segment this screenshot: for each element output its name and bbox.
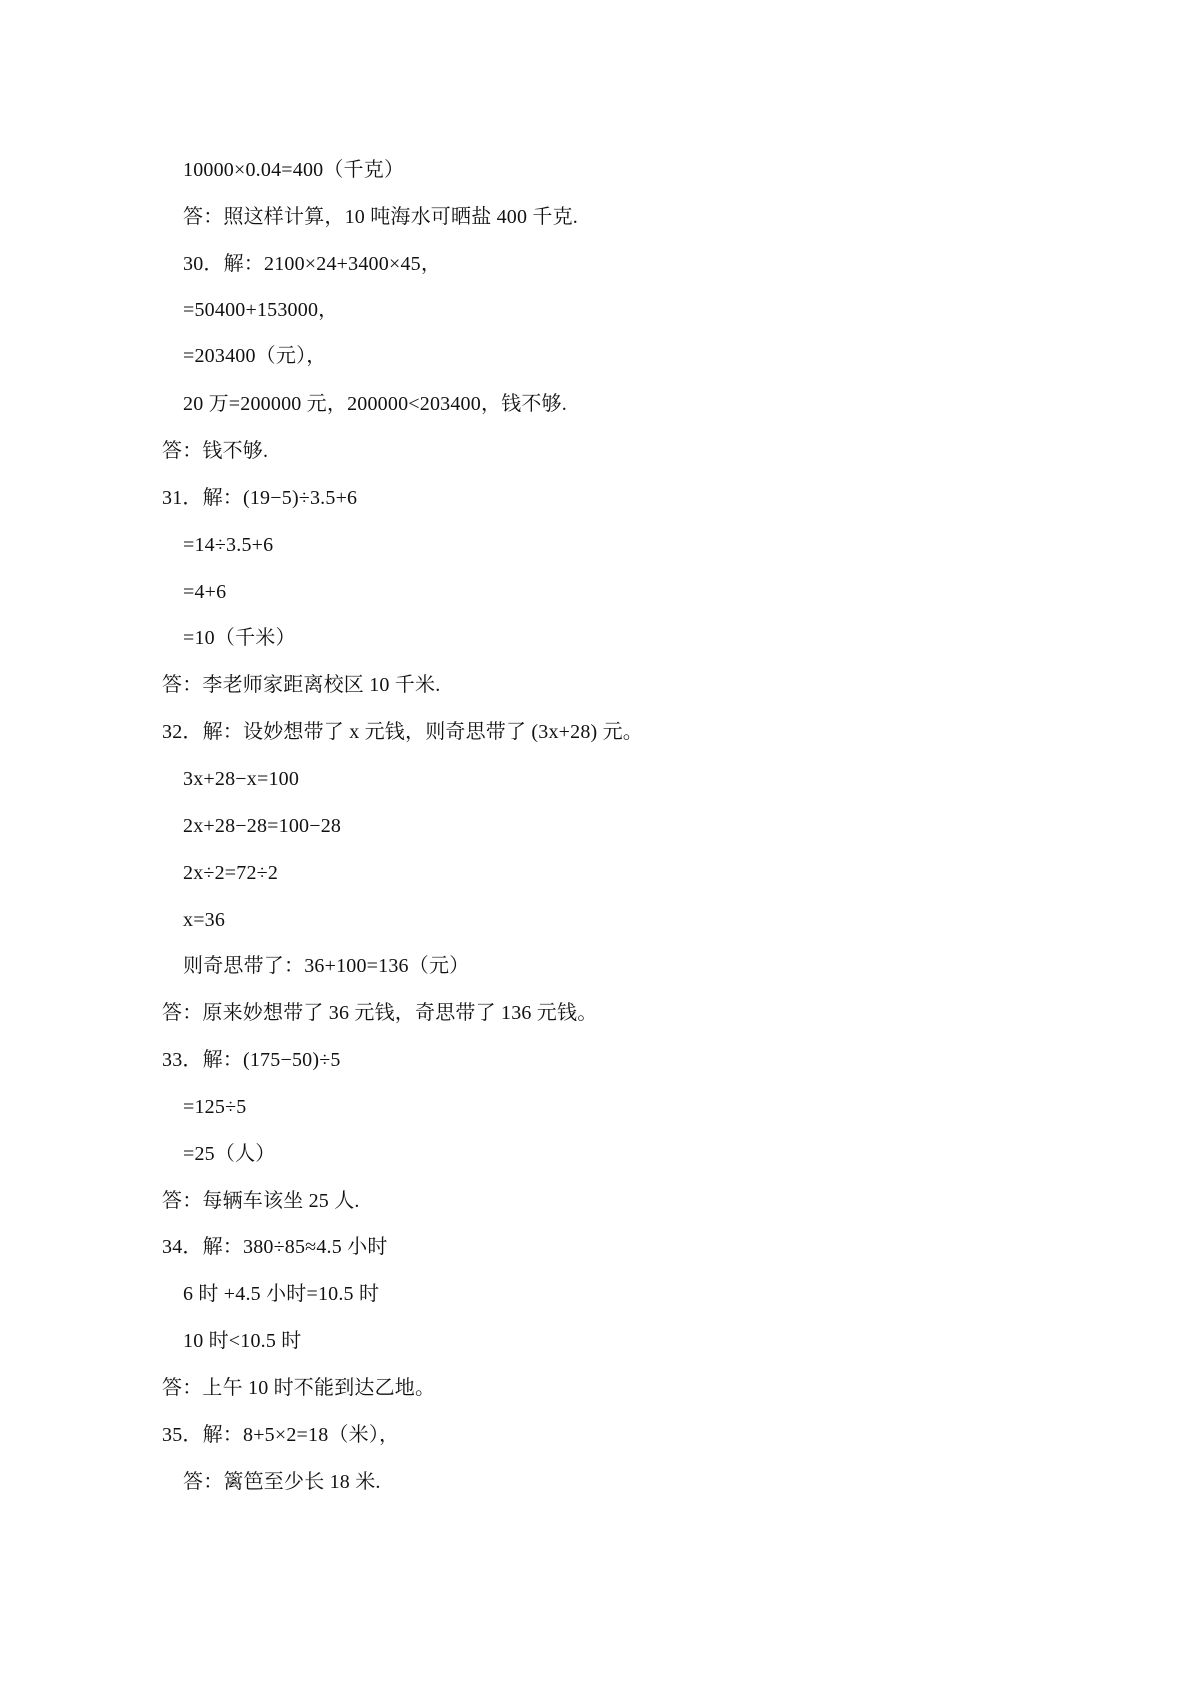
problem-34-heading: 34．解：380÷85≈4.5 小时 (162, 1236, 388, 1258)
text-line: =203400（元）， (183, 345, 327, 367)
text-line: x=36 (183, 909, 226, 931)
text-line: 10000×0.04=400（千克） (183, 159, 405, 181)
text-line: 则奇思带了：36+100=136（元） (183, 955, 470, 977)
problem-30-heading: 30．解：2100×24+3400×45， (183, 253, 442, 275)
text-line: =125÷5 (183, 1096, 247, 1118)
text-line: 10 时<10.5 时 (183, 1330, 302, 1352)
answer-line: 答：上午 10 时不能到达乙地。 (162, 1377, 436, 1399)
answer-line: 答：钱不够. (162, 440, 269, 462)
text-line: 6 时 +4.5 小时=10.5 时 (183, 1283, 380, 1305)
problem-32-heading: 32．解：设妙想带了 x 元钱，则奇思带了 (3x+28) 元。 (162, 721, 643, 743)
problem-31-heading: 31．解：(19−5)÷3.5+6 (162, 487, 358, 509)
answer-line: 答：照这样计算，10 吨海水可晒盐 400 千克. (183, 206, 578, 228)
text-line: 2x÷2=72÷2 (183, 862, 279, 884)
text-line: =4+6 (183, 581, 227, 603)
answer-line: 答：原来妙想带了 36 元钱，奇思带了 136 元钱。 (162, 1002, 598, 1024)
answer-line: 答：李老师家距离校区 10 千米. (162, 674, 441, 696)
text-line: 20 万=200000 元，200000<203400，钱不够. (183, 393, 567, 415)
answer-line: 答：每辆车该坐 25 人. (162, 1190, 360, 1212)
text-line: 3x+28−x=100 (183, 768, 300, 790)
text-line: 2x+28−28=100−28 (183, 815, 342, 837)
text-line: =10（千米） (183, 627, 296, 649)
text-line: =25（人） (183, 1143, 276, 1165)
text-line: =14÷3.5+6 (183, 534, 274, 556)
problem-33-heading: 33．解：(175−50)÷5 (162, 1049, 341, 1071)
text-line: =50400+153000， (183, 299, 339, 321)
answer-line: 答：篱笆至少长 18 米. (183, 1471, 381, 1493)
problem-35-heading: 35．解：8+5×2=18（米）， (162, 1424, 400, 1446)
